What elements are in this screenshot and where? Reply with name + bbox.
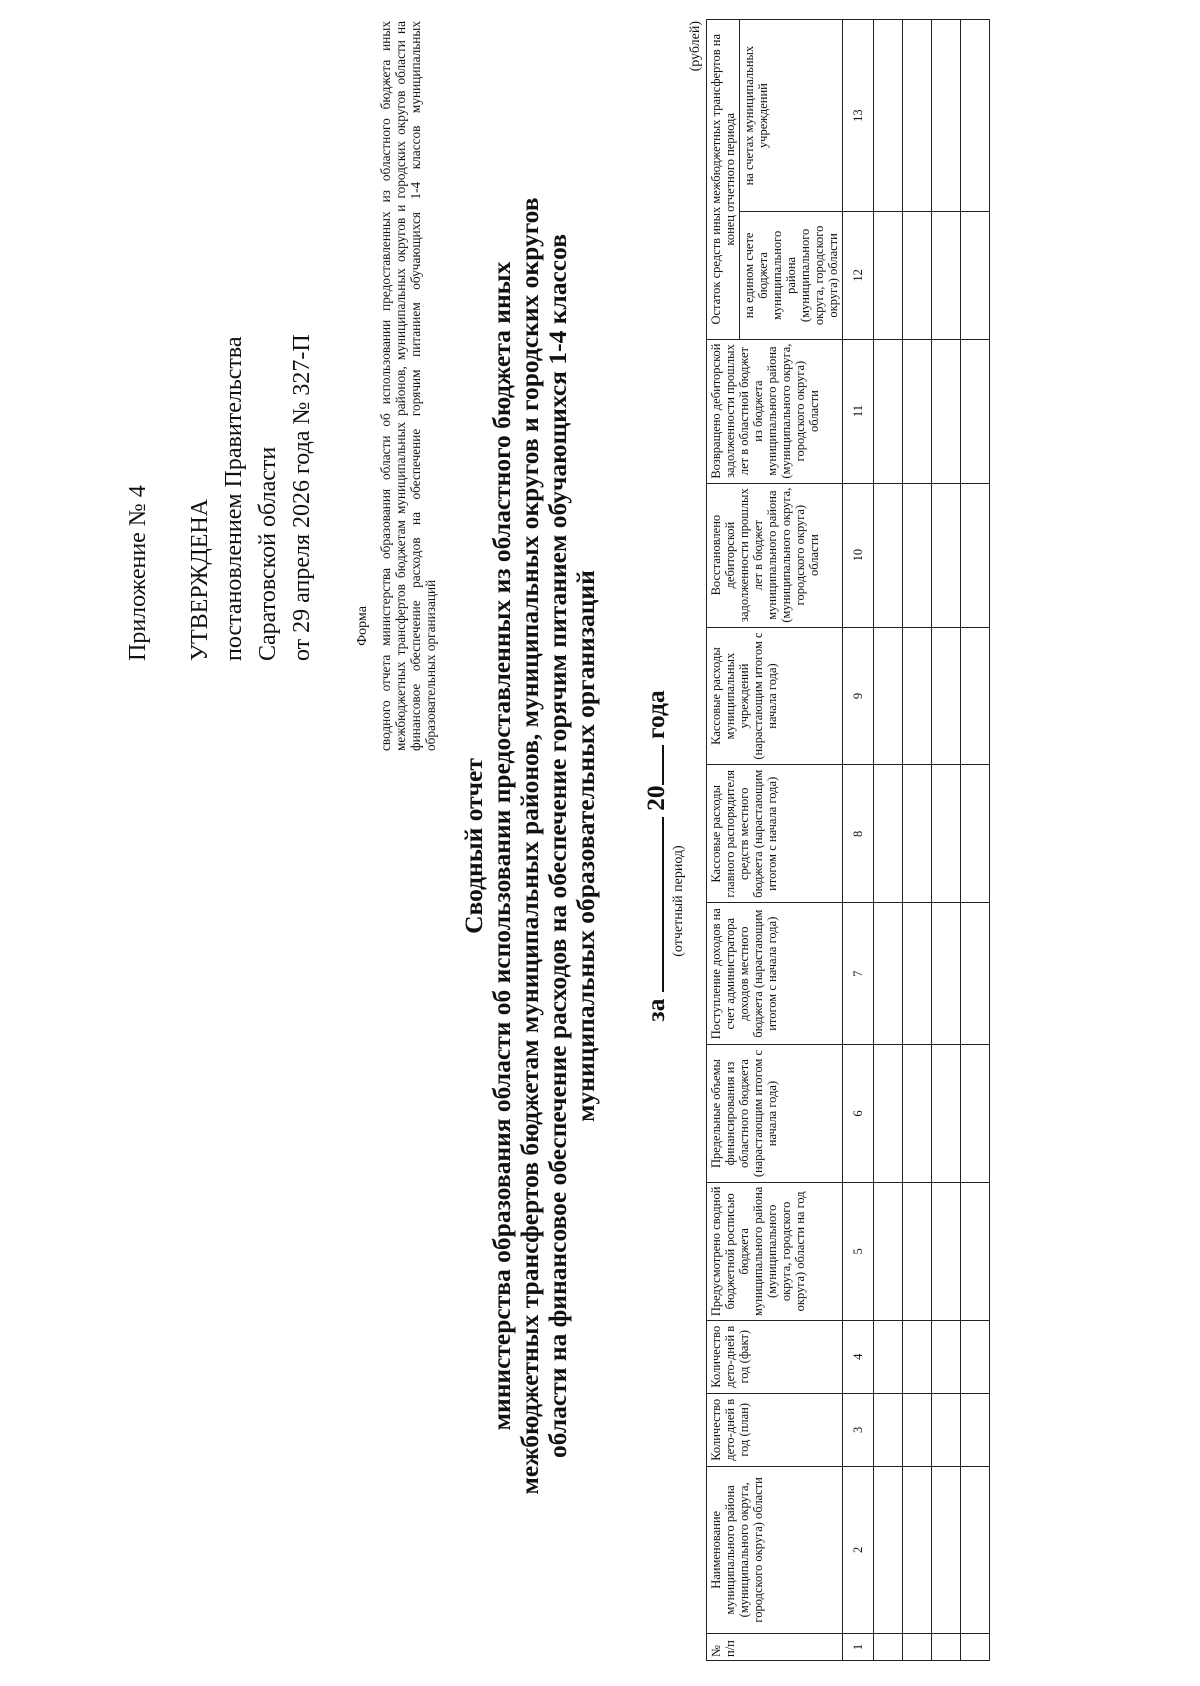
table-cell xyxy=(961,1633,990,1660)
period-year-prefix: 20 xyxy=(641,785,670,811)
column-number: 7 xyxy=(843,903,874,1045)
report-table xyxy=(706,19,990,1661)
col-header: Возвращено дебиторской задолженности прошлых лет в областной бюджет из бюджета муниципального района (муниципального округа, городского округа) области xyxy=(707,339,843,483)
col-header: № п/п xyxy=(707,1633,843,1660)
table-cell xyxy=(961,20,990,212)
column-number: 5 xyxy=(843,1182,874,1320)
period-note: (отчетный период) xyxy=(671,845,686,957)
table-cell xyxy=(874,1466,903,1633)
table-cell xyxy=(903,212,932,339)
table-cell xyxy=(961,1182,990,1320)
table-cell xyxy=(903,765,932,903)
column-number: 6 xyxy=(843,1045,874,1183)
table-cell xyxy=(903,1633,932,1660)
table-cell xyxy=(874,1320,903,1393)
table-cell xyxy=(874,1393,903,1466)
form-label: Форма xyxy=(355,606,370,646)
table-cell xyxy=(874,483,903,627)
approval-line: постановлением Правительства xyxy=(221,336,247,661)
reporting-period xyxy=(640,646,671,1066)
table-cell xyxy=(903,903,932,1045)
column-number: 13 xyxy=(843,20,874,212)
table-cell xyxy=(961,1320,990,1393)
table-cell xyxy=(961,903,990,1045)
table-cell xyxy=(961,765,990,903)
table-header-row xyxy=(707,20,740,1661)
col-header: Поступление доходов на счет администратора доходов местного бюджета (нарастающим итогом с начала года) xyxy=(707,903,843,1045)
column-number: 12 xyxy=(843,212,874,339)
table-cell xyxy=(874,627,903,765)
approval-stamp xyxy=(183,334,319,661)
table-cell xyxy=(932,20,961,212)
col-header: Кассовые расходы главного распорядителя средств местного бюджета (нарастающим итогом с начала года) xyxy=(707,765,843,903)
table-cell xyxy=(932,627,961,765)
title-line: межбюджетных трансфертов бюджетам муниципальных районов, муниципальных округов и городских округов xyxy=(515,197,544,1495)
table-row xyxy=(874,20,903,1661)
form-description: сводного отчета министерства образования области об использовании предоставленных из областного бюджета иных межбюджетных трансфертов бюджетам муниципальных районов, муниципальных округов и городских округов области на финансовое обеспечение расходов на обеспечение горячим питанием обучающихся 1-4 классов муниципальных образовательных организаций xyxy=(378,21,438,751)
table-cell xyxy=(903,1393,932,1466)
table-cell xyxy=(874,1633,903,1660)
table-cell xyxy=(932,1466,961,1633)
table-cell xyxy=(903,483,932,627)
table-cell xyxy=(961,339,990,483)
period-suffix: года xyxy=(641,690,670,739)
column-number-row xyxy=(843,20,874,1661)
column-number: 3 xyxy=(843,1393,874,1466)
table-cell xyxy=(932,1393,961,1466)
table-row xyxy=(903,20,932,1661)
table-cell xyxy=(932,903,961,1045)
col-header: Восстановлено дебиторской задолженности прошлых лет в бюджет муниципального района (муниципального округа, городского округа) области xyxy=(707,483,843,627)
col-header: Количество дето-дней в год (план) xyxy=(707,1393,843,1466)
column-number: 1 xyxy=(843,1633,874,1660)
table-cell xyxy=(961,212,990,339)
table-cell xyxy=(874,339,903,483)
table-cell xyxy=(903,1045,932,1183)
col-header: Количество дето-дней в год (факт) xyxy=(707,1320,843,1393)
title-line: муниципальных образовательных организаций xyxy=(571,570,600,1122)
table-cell xyxy=(874,1045,903,1183)
table-cell xyxy=(874,1182,903,1320)
table-cell xyxy=(874,765,903,903)
col-header: Предельные объемы финансирования из областного бюджета (нарастающим итогом с начала года) xyxy=(707,1045,843,1183)
title-line: Сводный отчет xyxy=(459,758,488,934)
table-cell xyxy=(961,483,990,627)
table-cell xyxy=(961,1393,990,1466)
column-number: 2 xyxy=(843,1466,874,1633)
table-cell xyxy=(932,1045,961,1183)
col-header: Предусмотрено сводной бюджетной росписью бюджета муниципального района (муниципального округа, городского округа) области на год xyxy=(707,1182,843,1320)
table-cell xyxy=(961,1466,990,1633)
table-cell xyxy=(903,339,932,483)
appendix-label: Приложение № 4 xyxy=(125,485,151,661)
table-cell xyxy=(903,627,932,765)
column-number: 10 xyxy=(843,483,874,627)
col-header: на едином счете бюджета муниципального района (муниципального округа, городского округа) области xyxy=(740,212,843,339)
column-number: 8 xyxy=(843,765,874,903)
column-number: 9 xyxy=(843,627,874,765)
table-cell xyxy=(961,627,990,765)
table-cell xyxy=(903,1466,932,1633)
table-cell xyxy=(903,1182,932,1320)
table-row xyxy=(961,20,990,1661)
table-cell xyxy=(874,212,903,339)
column-number: 11 xyxy=(843,339,874,483)
table-cell xyxy=(961,1045,990,1183)
table-cell xyxy=(932,1182,961,1320)
approval-line: от 29 апреля 2026 года № 327-П xyxy=(289,334,315,661)
report-title xyxy=(460,156,600,1536)
period-prefix: за xyxy=(641,998,670,1022)
table-row xyxy=(932,20,961,1661)
table-cell xyxy=(903,20,932,212)
table-cell xyxy=(932,765,961,903)
units-label: (рублей) xyxy=(688,21,703,72)
approval-line: УТВЕРЖДЕНА xyxy=(187,498,213,661)
table-cell xyxy=(932,483,961,627)
col-header: Кассовые расходы муниципальных учреждений (нарастающим итогом с начала года) xyxy=(707,627,843,765)
period-blank-line xyxy=(640,817,664,992)
col-header: Наименование муниципального района (муниципального округа, городского округа) области xyxy=(707,1466,843,1633)
table-cell xyxy=(874,20,903,212)
table-cell xyxy=(932,339,961,483)
approval-line: Саратовской области xyxy=(255,446,281,661)
title-line: министерства образования области об использовании предоставленных из областного бюджета иных xyxy=(487,261,516,1431)
table-cell xyxy=(932,212,961,339)
table-cell xyxy=(874,903,903,1045)
table-cell xyxy=(932,1320,961,1393)
column-number: 4 xyxy=(843,1320,874,1393)
table-cell xyxy=(903,1320,932,1393)
col-group-header: Остаток средств иных межбюджетных трансфертов на конец отчетного периода xyxy=(707,20,740,340)
table-cell xyxy=(932,1633,961,1660)
year-blank-line xyxy=(640,745,664,785)
title-line: области на финансовое обеспечение расходов на обеспечение горячим питанием обучающихся 1-4 классов xyxy=(543,234,572,1458)
col-header: на счетах муниципальных учреждений xyxy=(740,20,843,212)
